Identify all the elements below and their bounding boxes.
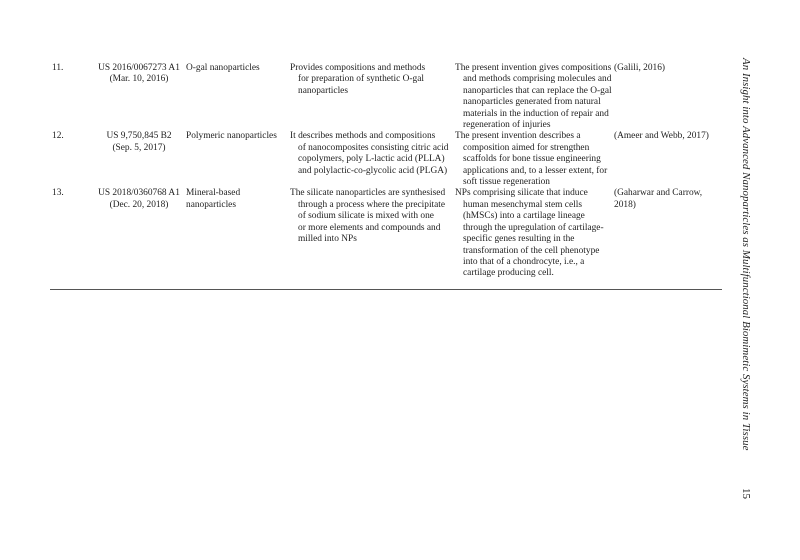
cell-line: The silicate nanoparticles are synthesised [290,188,446,199]
table-body [50,63,724,287]
cell-description [290,188,455,286]
cell-text: 12. [52,131,64,142]
cell-reference [614,63,724,131]
cell-line: copolymers, poly L-lactic acid (PLLA) [298,154,445,165]
cell-text: (Gaharwar and Carrow, 2018) [614,188,703,210]
cell-line: for preparation of synthetic O-gal [298,74,424,85]
running-header [738,58,752,451]
cell-reference [614,131,724,188]
cell-text: (Ameer and Webb, 2017) [614,131,709,142]
cell-reference [614,188,724,286]
cell-line: through the upregulation of cartilage- [463,222,604,233]
cell-line: O-gal nanoparticles [186,63,260,73]
cell-line: US 2018/0360768 A1 [98,188,180,199]
cell-line: nanoparticles [298,85,348,96]
cell-line: transformation of the cell phenotype [463,245,600,256]
cell-line: and polylactic-co-glycolic acid (PLGA) [298,165,448,176]
cell-line: US 9,750,845 B2 [106,131,172,142]
cell-line: through a process where the precipitate [298,199,446,210]
cell-line: The present invention gives compositions [455,63,612,73]
cell-line: milled into NPs [298,234,357,245]
cell-number [50,131,92,188]
patents-table-continued [50,63,722,287]
cell-line: of nanocomposites consisting citric acid [298,142,449,153]
cell-line: Mineral-based [186,188,241,199]
running-header-text: An Insight into Advanced Nanoparticles as Multifunctional Biomimetic Systems in Tissue [740,58,752,451]
cell-line: specific genes resulting in the [463,234,575,245]
cell-line: (Dec. 20, 2018) [109,199,169,210]
cell-line: (hMSCs) into a cartilage lineage [463,211,585,222]
table-bottom-rule [50,289,722,290]
cell-line: (Mar. 10, 2016) [109,74,169,85]
cell-description [290,63,455,131]
cell-number [50,63,92,131]
cell-line: applications and, to a lesser extent, for [463,165,608,176]
cell-nanoparticle-type [186,188,290,286]
cell-line: NPs comprising silicate that induce [455,188,588,199]
cell-line: composition aimed for strengthen [463,142,590,153]
cell-line: It describes methods and compositions [290,131,436,142]
cell-patent-number [92,188,186,286]
cell-line: nanoparticles [186,199,236,210]
cell-text: 11. [52,63,64,73]
cell-line: nanoparticles generated from natural [463,97,601,108]
cell-line: cartilage producing cell. [463,268,554,279]
cell-line: Provides compositions and methods [290,63,426,73]
cell-line: regeneration of injuries [463,120,551,131]
cell-text: (Galili, 2016) [614,63,666,73]
cell-line: Polymeric nanoparticles [186,131,277,142]
cell-line: or more elements and compounds and [298,222,441,233]
patents-table [50,63,724,287]
cell-line: human mesenchymal stem cells [463,199,582,210]
cell-nanoparticle-type [186,63,290,131]
cell-line: of sodium silicate is mixed with one [298,211,434,222]
cell-line: and methods comprising molecules and [463,74,612,85]
cell-line: US 2016/0067273 A1 [98,63,180,73]
table-row [50,63,724,131]
cell-line: materials in the induction of repair and [463,108,609,119]
table-row [50,131,724,188]
cell-invention [455,63,614,131]
page-number [738,488,752,508]
table-row [50,188,724,286]
cell-line: into that of a chondrocyte, i.e., a [463,256,585,267]
cell-line: nanoparticles that can replace the O-gal [463,85,612,96]
cell-line: soft tissue regeneration [463,177,550,188]
cell-patent-number [92,63,186,131]
cell-line: The present invention describes a [455,131,581,142]
cell-nanoparticle-type [186,131,290,188]
cell-number [50,188,92,286]
cell-line: (Sep. 5, 2017) [112,142,166,153]
page-number-text: 15 [740,488,752,499]
cell-line: scaffolds for bone tissue engineering [463,154,601,165]
cell-text: 13. [52,188,64,199]
cell-invention [455,188,614,286]
cell-patent-number [92,131,186,188]
cell-description [290,131,455,188]
cell-invention [455,131,614,188]
